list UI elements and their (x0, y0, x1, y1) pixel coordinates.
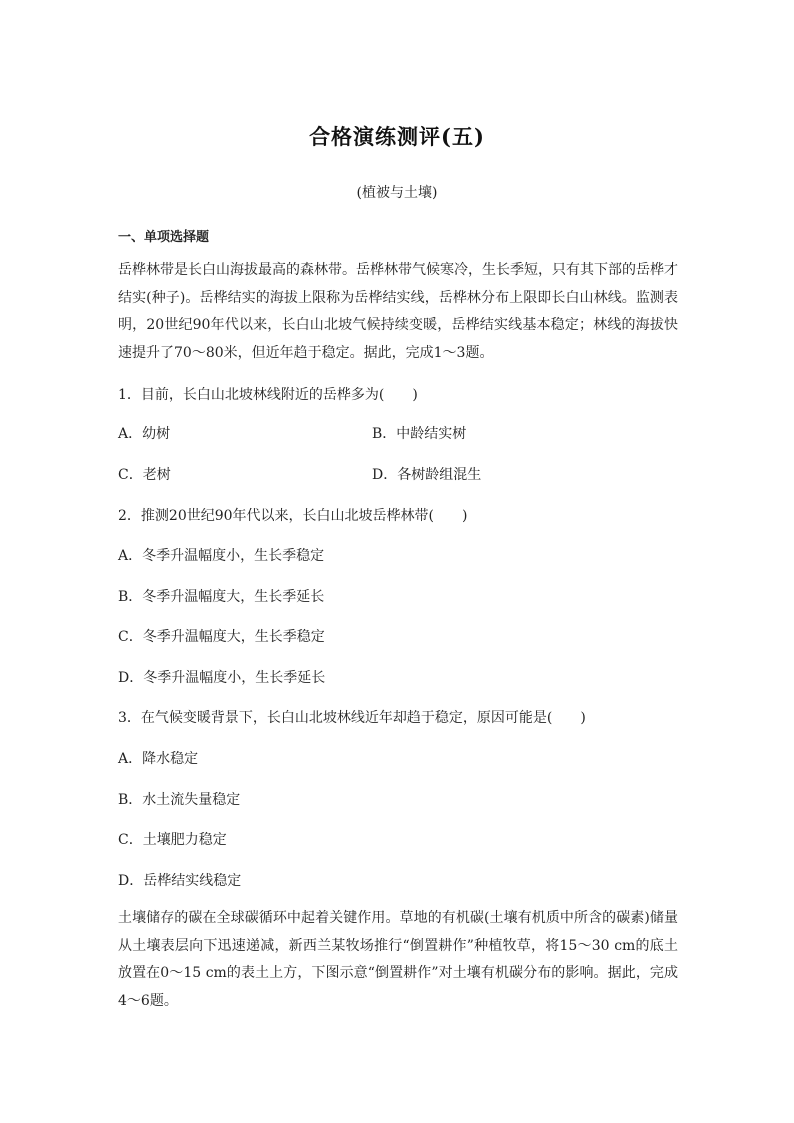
question-3-option-a: A．降水稳定 (118, 751, 199, 767)
question-2-option-d: D．冬季升温幅度小，生长季延长 (118, 670, 326, 686)
passage-1: 岳桦林带是长白山海拔最高的森林带。岳桦林带气候寒冷，生长季短，只有其下部的岳桦才结实(种子)。岳桦结实的海拔上限称为岳桦结实线，岳桦林分布上限即长白山林线。监测表明，20世纪90年代以来，长白山北坡气候持续变暖，岳桦结实线基本稳定；林线的海拔快速提升了70～80米，但近年趋于稳定。据此，完成1～3题。 (118, 262, 678, 361)
question-1-stem: 1．目前，长白山北坡林线附近的岳桦多为( ) (118, 387, 418, 403)
question-2-option-b: B．冬季升温幅度大，生长季延长 (118, 589, 325, 605)
question-2-option-c: C．冬季升温幅度大，生长季稳定 (118, 629, 325, 645)
question-1-option-c: C．老树 (118, 467, 171, 483)
page-title: 合格演练测评(五) (309, 124, 485, 149)
question-2-option-a: A．冬季升温幅度小，生长季稳定 (118, 548, 325, 564)
question-2-stem: 2．推测20世纪90年代以来，长白山北坡岳桦林带( ) (118, 508, 468, 524)
section-heading: 一、单项选择题 (118, 230, 210, 245)
question-3-option-d: D．岳桦结实线稳定 (118, 873, 242, 889)
question-3-stem: 3．在气候变暖背景下，长白山北坡林线近年却趋于稳定，原因可能是( ) (118, 710, 586, 726)
question-1-option-a: A．幼树 (118, 426, 171, 442)
question-3-option-b: B．水土流失量稳定 (118, 792, 241, 808)
passage-2: 土壤储存的碳在全球碳循环中起着关键作用。草地的有机碳(土壤有机质中所含的碳素)储量从土壤表层向下迅速递减，新西兰某牧场推行“倒置耕作”种植牧草，将15～30 cm的底土放置在0～15 cm的表土上方，下图示意“倒置耕作”对土壤有机碳分布的影响。据此，完成4～6题。 (118, 910, 678, 1009)
question-3-option-c: C．土壤肥力稳定 (118, 832, 227, 848)
question-1-option-b: B．中龄结实树 (372, 426, 467, 442)
page-subtitle: (植被与土壤) (356, 185, 438, 201)
question-1-option-d: D．各树龄组混生 (372, 467, 482, 483)
